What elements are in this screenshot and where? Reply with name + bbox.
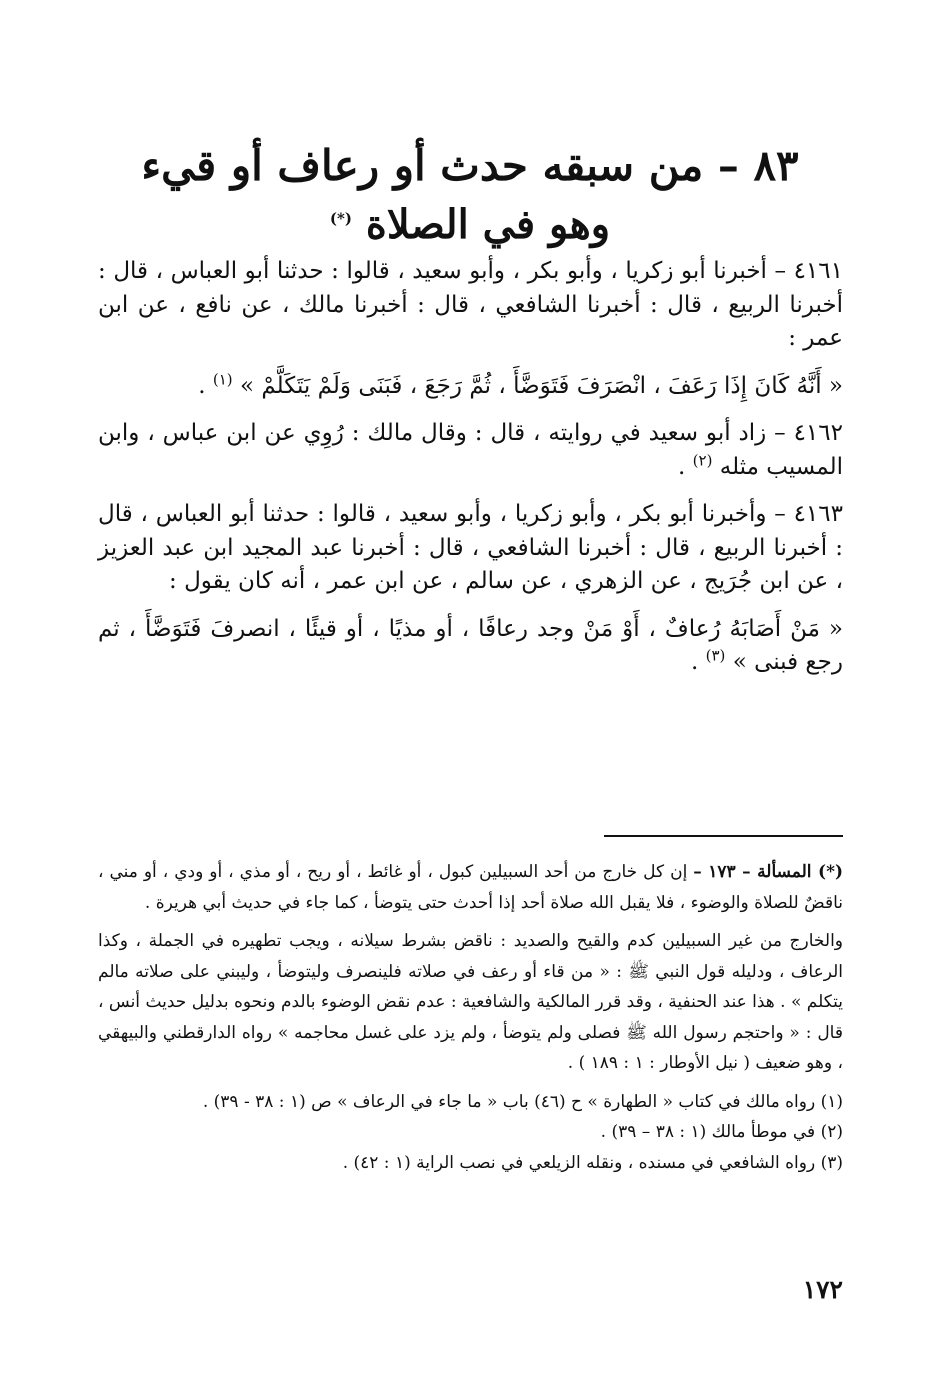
main-text <box>98 255 843 680</box>
footnote-3: (٣) رواه الشافعي في مسنده ، ونقله الزيلعي في نصب الراية (١ : ٤٢) . <box>342 1152 843 1173</box>
chapter-subtitle <box>0 200 940 250</box>
chapter-subtitle-text: وهو في الصلاة <box>365 201 611 248</box>
chapter-title: ٨٣ – من سبقه حدث أو رعاف أو قيء <box>141 141 799 190</box>
hadith-4161-quote <box>98 370 843 404</box>
hadith-4162 <box>98 417 843 484</box>
hadith-4163 <box>98 498 843 599</box>
hadith-4161-end: . <box>198 372 213 399</box>
footnotes <box>98 857 843 1178</box>
hadith-4162-end: . <box>678 453 693 480</box>
hadith-4163-end: . <box>690 649 706 675</box>
hadith-4163-quote-text: « مَنْ أَصَابَهُ رُعافٌ ، أَوْ مَنْ وجد رعافًا ، أو مذيًا ، أو قيئًا ، انصرفَ فَتَوَضَّأَ ، ثم رجع فبنى » <box>98 615 843 675</box>
footnote-ref-3: (٣) <box>705 646 726 665</box>
hadith-4161-text: ٤١٦١ – أخبرنا أبو زكريا ، وأبو بكر ، وأبو سعيد ، قالوا : حدثنا أبو العباس ، قال : أخبرنا الربيع ، قال : أخبرنا الشافعي ، قال : أخبرنا مالك ، عن نافع ، عن ابن عمر : <box>98 258 843 351</box>
hadith-4163-quote <box>98 613 843 680</box>
footnote-separator <box>604 835 843 837</box>
hadith-4161-quote-text: « أَنَّهُ كَانَ إِذَا رَعَفَ ، انْصَرَفَ فَتَوَضَّأَ ، ثُمَّ رَجَعَ ، فَبَنَى وَلَمْ يَتَكَلَّمْ » <box>239 372 843 399</box>
footnote-masala-label: (*) المسألة – ١٧٣ – <box>693 862 843 882</box>
footnote-kharij: والخارج من غير السبيلين كدم والقيح والصديد : ناقض بشرط سيلانه ، ويجب تطهيره في الجملة ، وكذا الرعاف ، ودليله قول النبي ﷺ : « من قاء أو رعف في صلاته فلينصرف وليتوضأ ، وليبني على صلاته مالم يتكلم » . هذا عند الحنفية ، وقد قرر المالكية والشافعية : عدم نقض الوضوء بالدم ونحوه بدليل حديث أنس ، قال : « واحتجم رسول الله ﷺ فصلى ولم يتوضأ ، ولم يزد على غسل محاجمه » رواه الدارقطني والبيهقي ، وهو ضعيف ( نيل الأوطار : ١ : ١٨٩ ) . <box>98 931 843 1073</box>
footnote-masala <box>98 857 843 918</box>
footnote-masala-text: إن كل خارج من أحد السبيلين كبول ، أو غائط ، أو ريح ، أو مذي ، أو ودي ، أو مني ، ناقضٌ للصلاة والوضوء ، فلا يقبل الله صلاة أحد إذا أحدث حتى يتوضأ ، كما جاء في حديث أبي هريرة . <box>98 862 843 913</box>
footnote-1: (١) رواه مالك في كتاب « الطهارة » ح (٤٦) باب « ما جاء في الرعاف » ص (١ : ٣٨ - ٣٩) . <box>202 1091 843 1112</box>
footnote-ref-2: (٢) <box>692 450 713 469</box>
chapter-footnote-mark: (*) <box>329 209 352 228</box>
footnote-2: (٢) في موطأ مالك (١ : ٣٨ – ٣٩) . <box>600 1122 843 1142</box>
hadith-4162-text: ٤١٦٢ – زاد أبو سعيد في روايته ، قال : وقال مالك : رُوِي عن ابن عباس ، وابن المسيب مثله <box>98 420 843 480</box>
footnote-ref-1: (١) <box>212 369 233 388</box>
page-number: ١٧٢ <box>802 1275 843 1304</box>
hadith-4163-text: ٤١٦٣ – وأخبرنا أبو بكر ، وأبو زكريا ، وأبو سعيد ، قالوا : حدثنا أبو العباس ، قال : أخبرنا الربيع ، قال : أخبرنا الشافعي ، قال : أخبرنا عبد المجيد ابن عبد العزيز ، عن ابن جُرَيج ، عن الزهري ، عن سالم ، عن ابن عمر ، أنه كان يقول : <box>98 501 843 594</box>
hadith-4161 <box>98 255 843 356</box>
